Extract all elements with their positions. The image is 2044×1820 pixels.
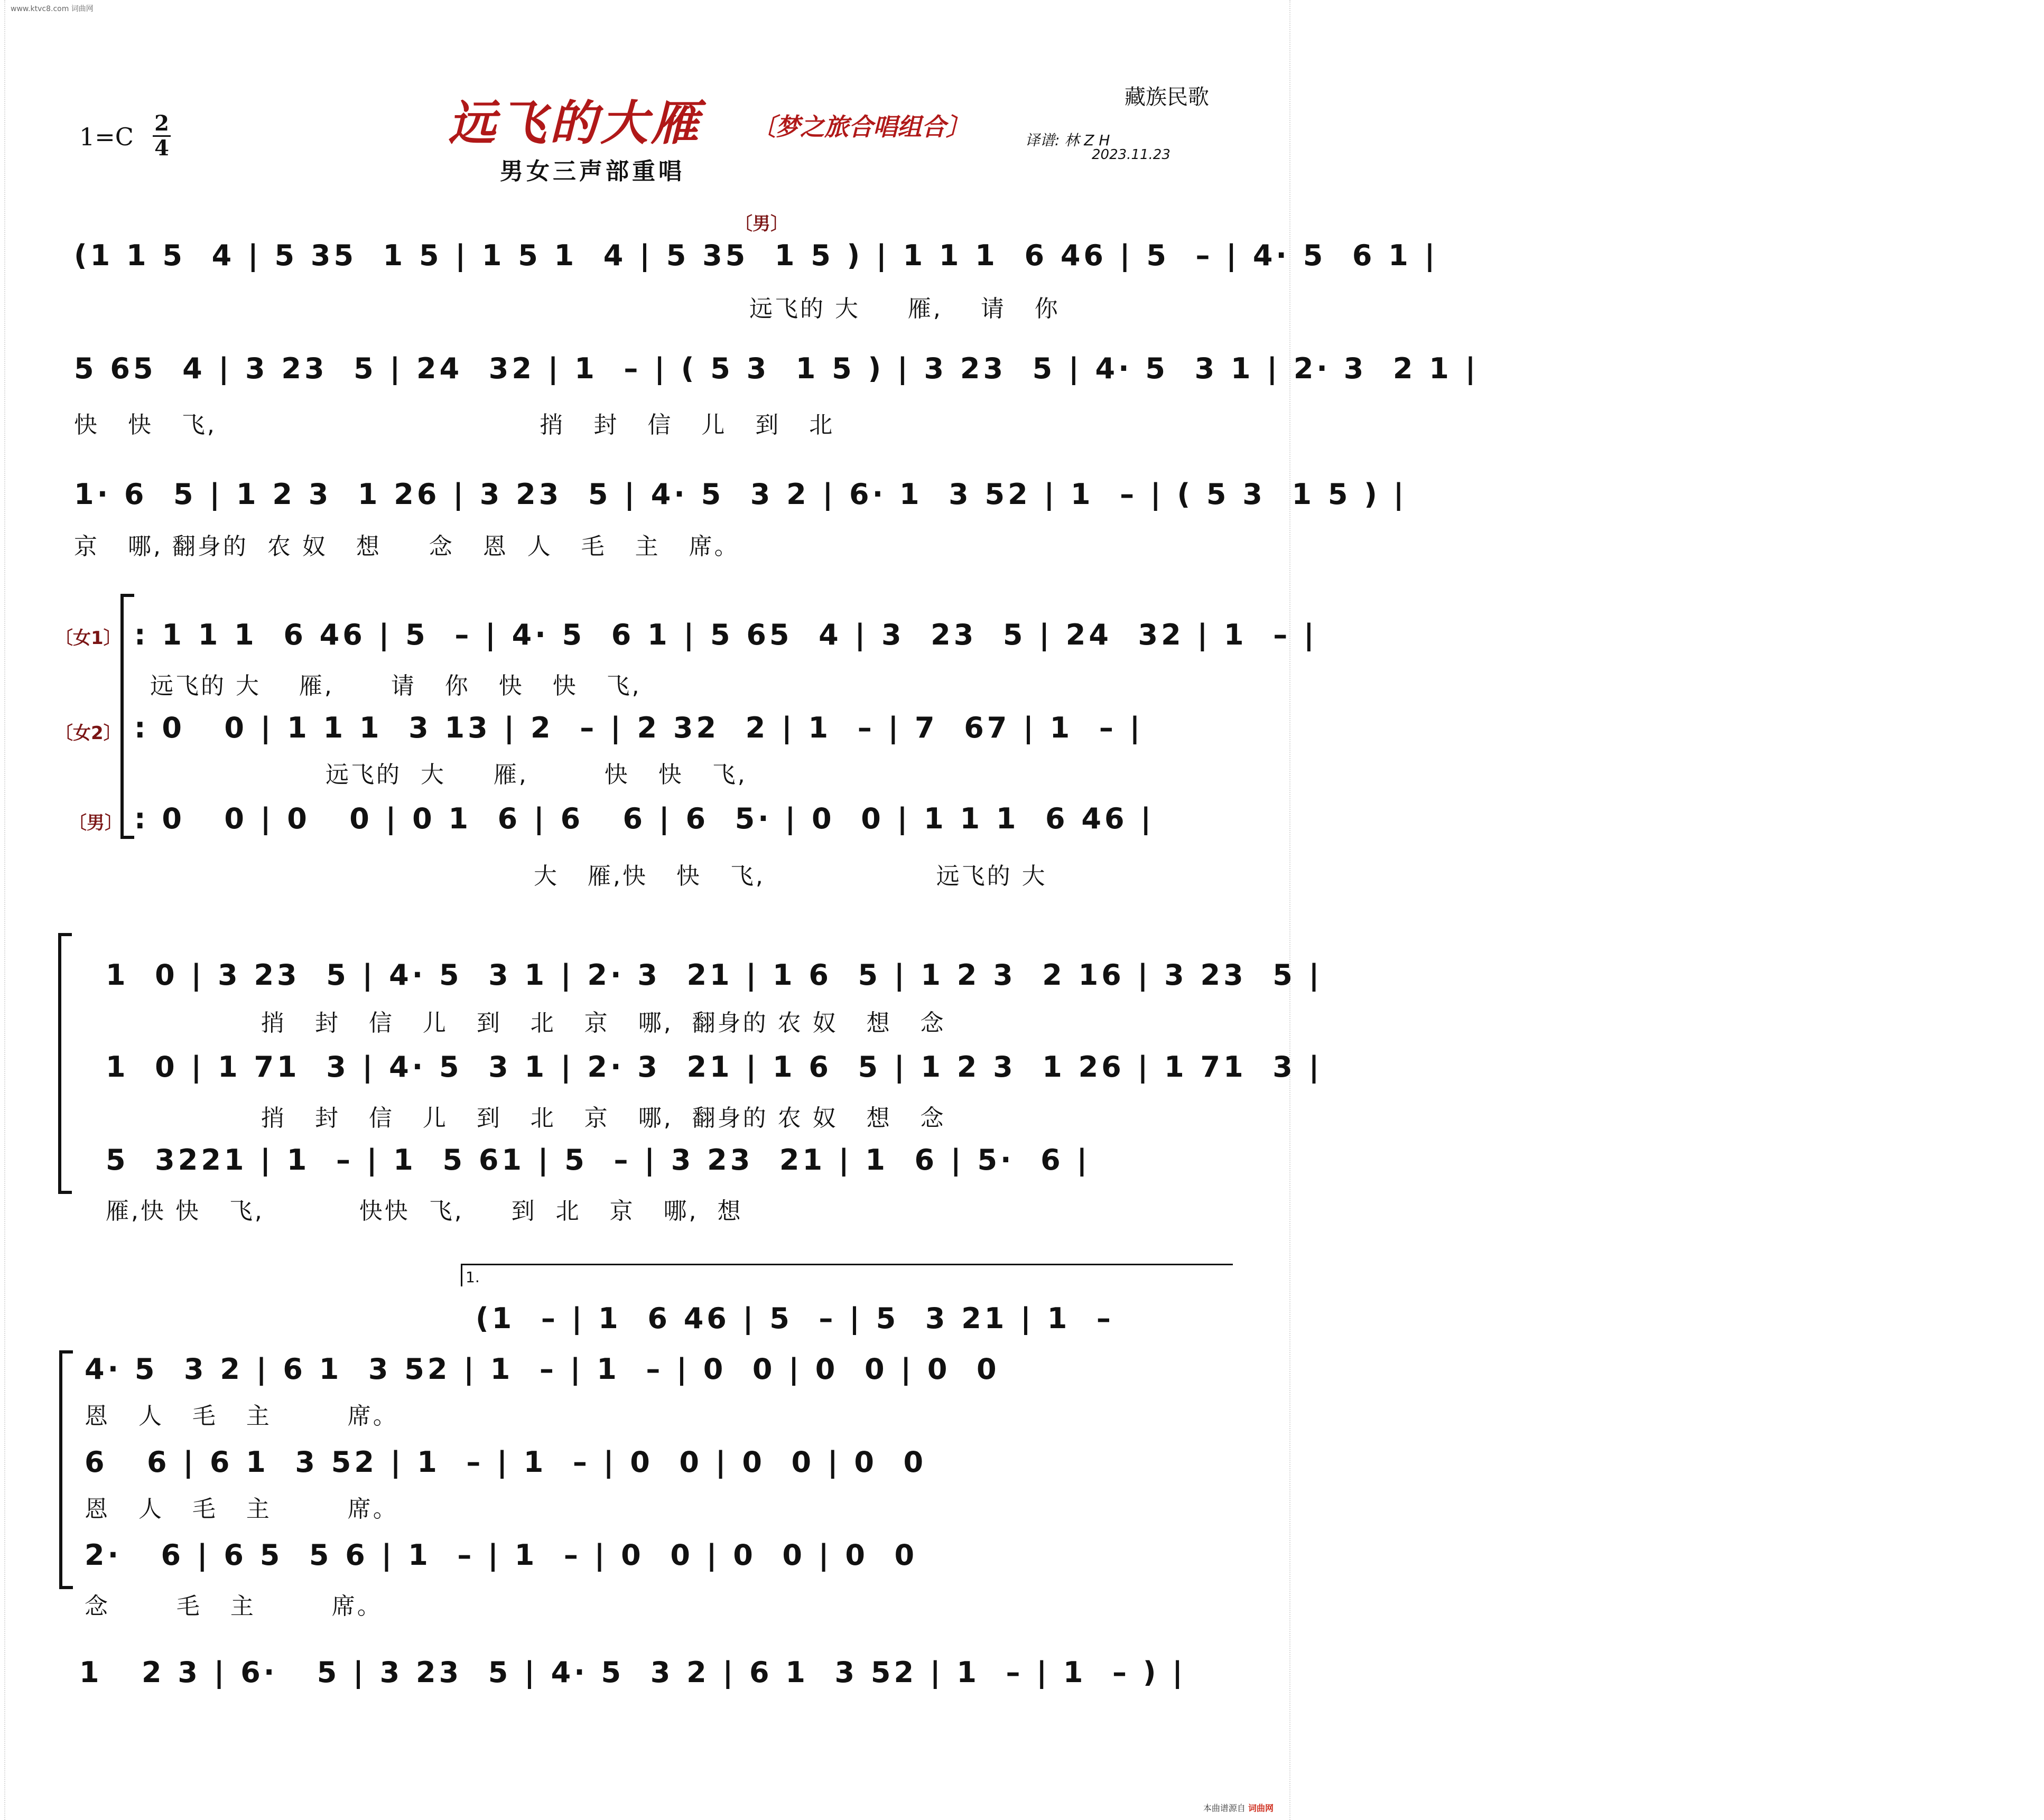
system3-lyrics: 京 哪, 翻身的 农 奴 想 念 恩 人 毛 主 席。 [74, 533, 740, 560]
part-label-female2: 〔女2〕 [55, 723, 122, 744]
system7-notes: 1 2 3 | 6· 5 | 3 23 5 | 4· 5 3 2 | 6 1 3 52 | 1 – | 1 – ) | [79, 1656, 1186, 1689]
part-label-male-solo: 〔男〕 [735, 213, 788, 235]
system4-female2-notes: : 0 0 | 1 1 1 3 13 | 2 – | 2 32 2 | 1 – | 7 67 | 1 – | [134, 711, 1144, 744]
key-signature: 1=C [79, 123, 134, 151]
arranger-credit: 译谱: 林 Z H [1025, 132, 1110, 149]
system6-top-notes: (1 – | 1 6 46 | 5 – | 5 3 21 | 1 – [476, 1302, 1114, 1335]
system4-female2-lyrics: 远飞的 大 雁, 快 快 飞, [326, 761, 747, 788]
time-signature [151, 113, 172, 159]
performer-subtitle: 〔梦之旅合唱组合〕 [751, 113, 970, 141]
genre-label: 藏族民歌 [1125, 85, 1209, 109]
part-label-female1: 〔女1〕 [55, 628, 122, 649]
time-top: 2 [154, 111, 169, 136]
score-date: 2023.11.23 [1092, 147, 1170, 163]
first-ending-volta [461, 1264, 1233, 1286]
left-margin-decoration [4, 0, 13, 1820]
system5-bracket [58, 933, 72, 1194]
system6-female1-lyrics: 恩 人 毛 主 席。 [85, 1403, 398, 1430]
footer-brand[interactable]: 词曲网 [1248, 1803, 1274, 1813]
system1-notes: (1 1 5 4 | 5 35 1 5 | 1 5 1 4 | 5 35 1 5 ) | 1 1 1 6 46 | 5 – | 4· 5 6 1 | [74, 239, 1438, 272]
system4-female1-lyrics: 远飞的 大 雁, 请 你 快 快 飞, [150, 673, 642, 699]
system6-female2-notes: 6 6 | 6 1 3 52 | 1 – | 1 – | 0 0 | 0 0 | 0 0 [85, 1445, 927, 1479]
system6-female2-lyrics: 恩 人 毛 主 席。 [85, 1496, 398, 1523]
voicing-label: 男女三声部重唱 [500, 158, 685, 185]
song-title: 远飞的大雁 [448, 96, 702, 151]
system2-notes: 5 65 4 | 3 23 5 | 24 32 | 1 – | ( 5 3 1 5 ) | 3 23 5 | 4· 5 3 1 | 2· 3 2 1 | [74, 352, 1479, 385]
system4-bracket [120, 594, 134, 839]
part-label-male: 〔男〕 [69, 813, 123, 834]
system4-female1-notes: : 1 1 1 6 46 | 5 – | 4· 5 6 1 | 5 65 4 | 3 23 5 | 24 32 | 1 – | [134, 618, 1317, 651]
system6-male-lyrics: 念 毛 主 席。 [85, 1593, 383, 1620]
time-bottom: 4 [154, 136, 169, 161]
system5-female2-lyrics: 捎 封 信 儿 到 北 京 哪, 翻身的 农 奴 想 念 [261, 1105, 946, 1132]
system5-female2-notes: 1 0 | 1 71 3 | 4· 5 3 1 | 2· 3 21 | 1 6 5 | 1 2 3 1 26 | 1 71 3 | [106, 1050, 1323, 1084]
system4-male-notes: : 0 0 | 0 0 | 0 1 6 | 6 6 | 6 5· | 0 0 | 1 1 1 6 46 | [134, 802, 1155, 835]
system6-male-notes: 2· 6 | 6 5 5 6 | 1 – | 1 – | 0 0 | 0 0 | 0 0 [85, 1538, 918, 1572]
system6-female1-notes: 4· 5 3 2 | 6 1 3 52 | 1 – | 1 – | 0 0 | 0 0 | 0 0 [85, 1352, 1000, 1386]
system3-notes: 1· 6 5 | 1 2 3 1 26 | 3 23 5 | 4· 5 3 2 | 6· 1 3 52 | 1 – | ( 5 3 1 5 ) | [74, 478, 1407, 511]
volta-label: 1. [466, 1268, 480, 1286]
site-url[interactable]: www.ktvc8.com 词曲网 [11, 5, 94, 13]
system5-female1-notes: 1 0 | 3 23 5 | 4· 5 3 1 | 2· 3 21 | 1 6 5 | 1 2 3 2 16 | 3 23 5 | [106, 958, 1323, 992]
footer-source [1203, 1802, 1274, 1814]
system1-lyrics: 远飞的 大 雁, 请 你 [749, 295, 1060, 322]
footer-source-text: 本曲谱源自 [1203, 1803, 1246, 1813]
system5-female1-lyrics: 捎 封 信 儿 到 北 京 哪, 翻身的 农 奴 想 念 [261, 1010, 946, 1037]
system2-lyrics: 快 快 飞, 捎 封 信 儿 到 北 [74, 412, 835, 438]
system5-male-lyrics: 雁,快 快 飞, 快快 飞, 到 北 京 哪, 想 [106, 1198, 743, 1225]
system6-bracket [59, 1350, 73, 1589]
system4-male-lyrics: 大 雁,快 快 飞, 远飞的 大 [534, 863, 1047, 890]
system5-male-notes: 5 3221 | 1 – | 1 5 61 | 5 – | 3 23 21 | 1 6 | 5· 6 | [106, 1143, 1091, 1177]
